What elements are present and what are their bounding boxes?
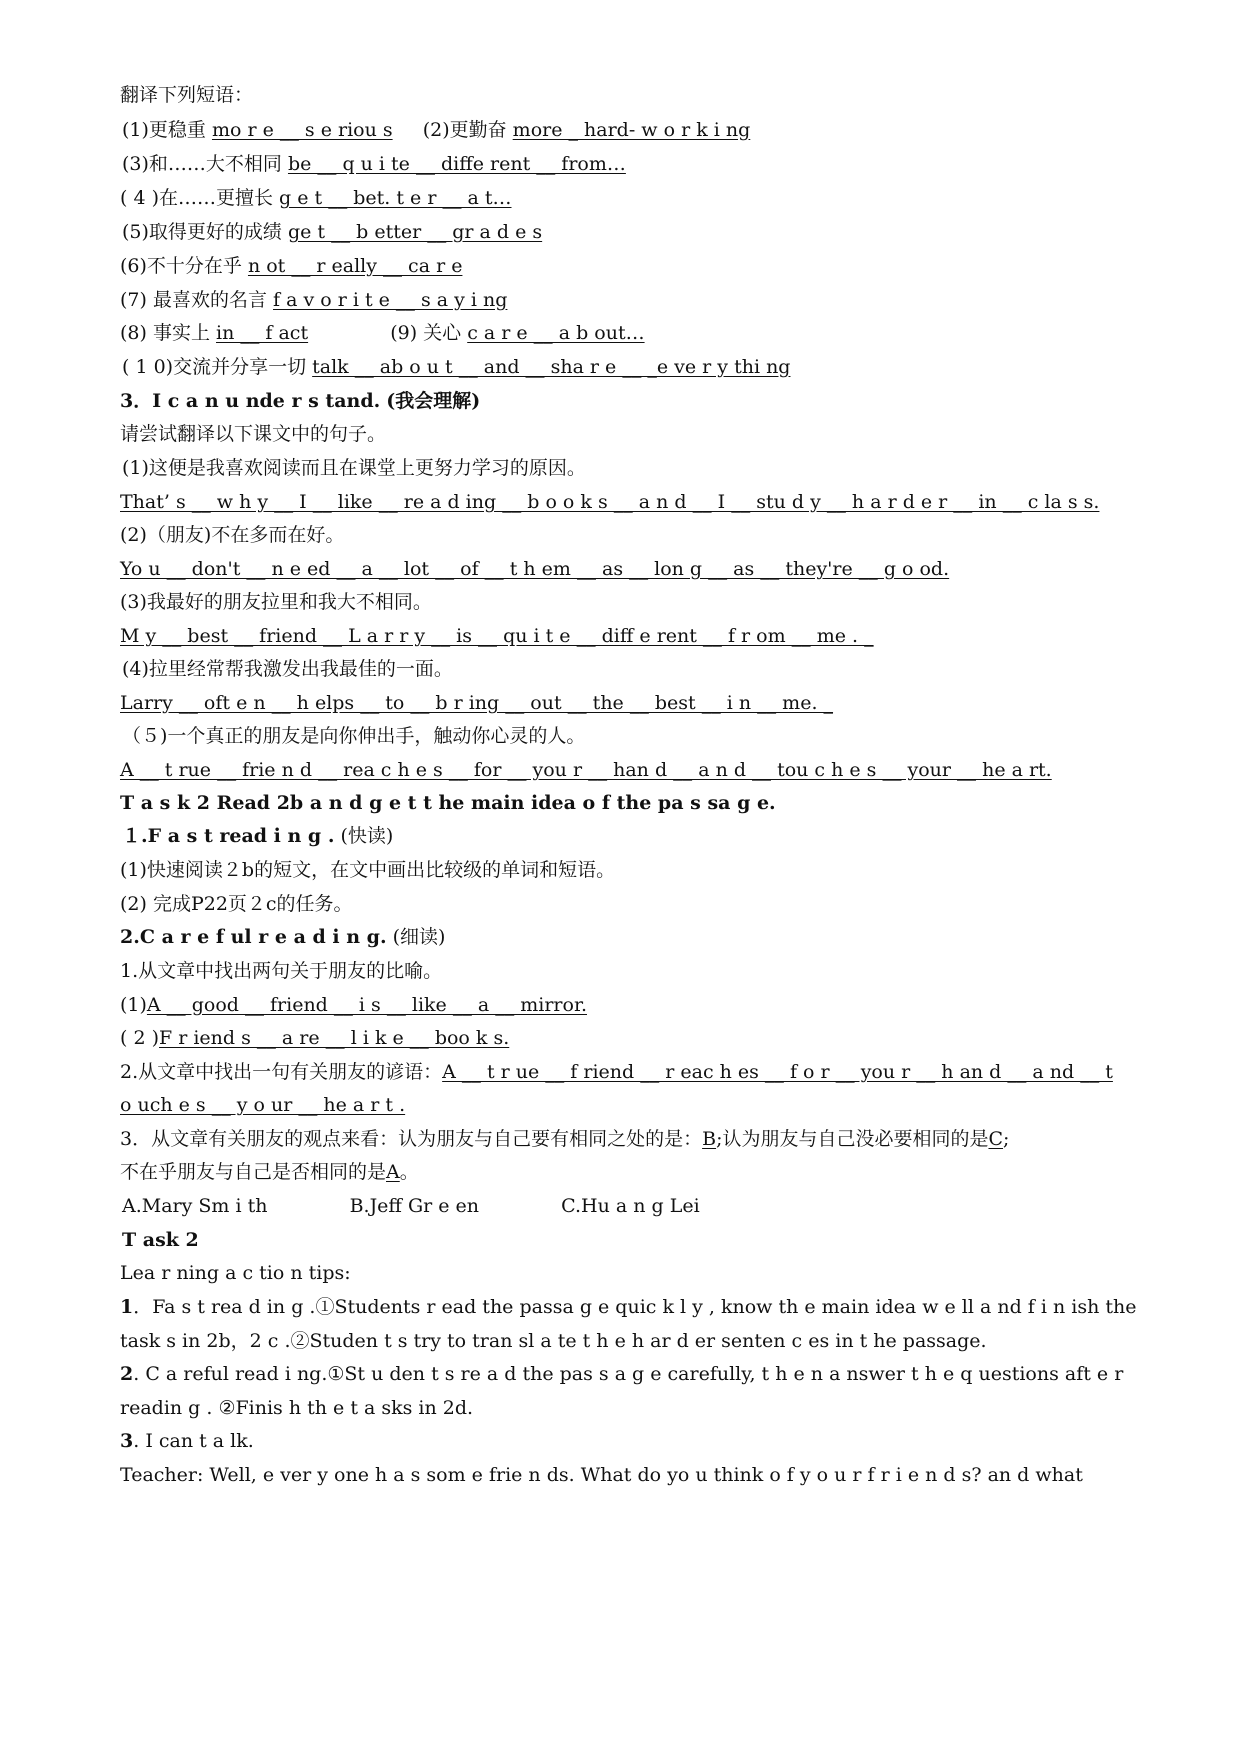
tip2-line1 <box>120 1361 1170 1387</box>
answer-num-1: (1) <box>120 994 147 1016</box>
teacher-line: Teacher: Well, e ver y one h a s som e frie n ds. What do yo u think o f y o u r f r i e n d s? an d what <box>120 1464 1083 1486</box>
tip1-line2: task s in 2b，2 c .②Studen t s try to tran sl a te t h e h ar d er senten c es in t he passage. <box>120 1330 987 1352</box>
sentence-cn-4: (4)拉里经常帮我激发出我最佳的一面。 <box>122 658 453 680</box>
phrase-a-6: n ot __ r eally __ ca r e <box>247 255 463 277</box>
sentence-en-5 <box>120 757 1170 783</box>
sentence-en-1 <box>120 489 1170 515</box>
fast-reading-title-en: １.F a s t read i n g . <box>122 825 335 847</box>
tips-subtitle: Lea r ning a c tio n tips: <box>120 1262 351 1284</box>
option-a: A.Mary Sm i th <box>122 1195 268 1217</box>
sentence-en-3 <box>120 623 1170 649</box>
phrase-line-8 <box>120 320 1170 346</box>
phrase-line-5 <box>122 219 1172 245</box>
careful-q3-part3: ; <box>1003 1128 1010 1150</box>
careful-reading-title-cn: (细读) <box>392 926 446 948</box>
answer-text-2: F r iend s __ a re __ l i k e __ boo k s. <box>159 1027 510 1049</box>
tip1-num: 1 <box>120 1296 134 1318</box>
careful-q1: 1.从文章中找出两句关于朋友的比喻。 <box>120 960 443 982</box>
careful-q3-line2-suffix: 。 <box>399 1161 419 1183</box>
phrase-line-6 <box>120 253 1170 279</box>
careful-q3-ans3: A <box>386 1161 400 1183</box>
fast-reading-title <box>122 823 1172 849</box>
sentence-en-5-text: A __ t rue __ frie n d __ rea c h e s __ for __ you r __ han d __ a n d __ tou c h e s __ your __ he a rt. <box>120 759 1052 781</box>
careful-q3 <box>120 1126 1170 1152</box>
careful-q2-answer-1: A __ t r ue __ f riend __ r eac h es __ f o r __ you r __ h an d __ a nd __ t <box>442 1061 1113 1083</box>
phrase-a-7: f a v o r i t e __ s a y i ng <box>273 289 508 311</box>
phrase-q-6: (6)不十分在乎 <box>120 255 242 277</box>
tip3-text: . I can t a lk. <box>133 1430 254 1452</box>
sentence-cn-5: （５)一个真正的朋友是向你伸出手，触动你心灵的人。 <box>122 725 586 747</box>
tip2-line2: readin g . ②Finis h th e t a sks in 2d. <box>120 1397 474 1419</box>
careful-reading-title-en: 2.C a r e f ul r e a d i n g. <box>120 926 387 948</box>
phrase-a-1: mo r e __ s e riou s <box>211 119 393 141</box>
careful-q2-prefix: 2.从文章中找出一句有关朋友的谚语： <box>120 1061 443 1083</box>
sentence-en-3-text: M y __ best __ friend __ L a r r y __ is __ qu i t e __ diff e rent __ f r om __ me . _ <box>120 625 874 647</box>
careful-reading-title <box>120 924 1170 950</box>
phrase-a-3: be __ q u i te __ diffe rent __ from… <box>287 153 626 175</box>
sentence-en-1-text: That’ s __ w h y __ I __ like __ re a d ing __ b o o k s __ a n d __ I __ stu d y __ h a r d e r __ in __ c la s s. <box>120 491 1100 513</box>
careful-q3-line2-prefix: 不在乎朋友与自己是否相同的是 <box>120 1161 387 1183</box>
tip2-text1: . C a reful read i ng.①St u den t s re a d the pas s a g e carefully, t h e n a nswer t h e q uestions aft e r <box>133 1363 1124 1385</box>
phrase-q-5: (5)取得更好的成绩 <box>122 221 282 243</box>
section3-title <box>120 388 1170 414</box>
answer-num-2: ( 2 ) <box>120 1027 159 1049</box>
phrase-line-1 <box>122 117 1172 143</box>
phrase-q-8: (8) 事实上 <box>120 322 210 344</box>
fast-reading-item-1: (1)快速阅读２b的短文，在文中画出比较级的单词和短语。 <box>120 859 616 881</box>
tip2-num: 2 <box>120 1363 134 1385</box>
phrase-q-4: ( 4 )在……更擅长 <box>120 187 273 209</box>
section3-instruction: 请尝试翻译以下课文中的句子。 <box>120 423 387 445</box>
phrase-line-10 <box>122 354 1172 380</box>
careful-q3-part2: ;认为朋友与自己没必要相同的是 <box>716 1128 989 1150</box>
tips-title: T ask 2 <box>122 1229 199 1251</box>
phrase-a-2: more _ hard- w o r k i ng <box>512 119 751 141</box>
phrase-q-10: ( 1 0)交流并分享一切 <box>122 356 307 378</box>
tip3-num: 3 <box>120 1430 134 1452</box>
careful-q1-answer-1 <box>120 992 1170 1018</box>
sentence-en-2-text: Yo u __ don't __ n e ed __ a __ lot __ of __ t h em __ as __ lon g __ as __ they're __ g o od. <box>120 558 950 580</box>
phrase-q-9: (9) 关心 <box>390 322 462 344</box>
tip1-text1: ．Fa s t rea d in g .①Students r ead the passa g e quic k l y , know th e main idea w e ll a nd f i n ish the <box>133 1296 1137 1318</box>
tip3-line <box>120 1428 1170 1454</box>
phrase-a-9: c a r e __ a b out… <box>467 322 645 344</box>
careful-q3-ans1: B <box>702 1128 717 1150</box>
tip1-line1 <box>120 1294 1170 1320</box>
phrase-a-5: ge t __ b etter __ gr a d e s <box>287 221 543 243</box>
sentence-cn-3: (3)我最好的朋友拉里和我大不相同。 <box>120 591 432 613</box>
phrase-line-4 <box>120 185 1170 211</box>
phrase-q-7: (7) 最喜欢的名言 <box>120 289 267 311</box>
careful-q2-cont <box>120 1092 1170 1118</box>
option-c: C.Hu a n g Lei <box>561 1195 700 1217</box>
phrase-a-8: in __ f act <box>216 322 309 344</box>
task2-heading: T a s k 2 Read 2b a n d g e t t he main idea o f the pa s sa g e. <box>120 792 776 814</box>
phrase-line-3 <box>122 151 1172 177</box>
careful-q2 <box>120 1059 1170 1085</box>
phrase-a-10: talk __ ab o u t __ and __ sha r e __ _e ve r y thi ng <box>312 356 791 378</box>
fast-reading-item-2: (2) 完成P22页２c的任务。 <box>120 893 353 915</box>
option-b: B.Jeff Gr e en <box>349 1195 480 1217</box>
phrase-q-2: (2)更勤奋 <box>422 119 507 141</box>
careful-q3-part1: 3．从文章有关朋友的观点来看：认为朋友与自己要有相同之处的是： <box>120 1128 703 1150</box>
careful-q2-answer-2: o uch e s __ y o ur __ he a r t . <box>120 1094 406 1116</box>
sentence-cn-1: (1)这便是我喜欢阅读而且在课堂上更努力学习的原因。 <box>122 457 586 479</box>
phrase-line-7 <box>120 287 1170 313</box>
phrase-a-4: g e t __ bet. t e r __ a t… <box>279 187 512 209</box>
answer-text-1: A __ good __ friend __ i s __ like __ a __ mirror. <box>146 994 587 1016</box>
careful-q3-ans2: C <box>988 1128 1004 1150</box>
careful-q3-line2 <box>120 1159 1170 1185</box>
options-line <box>122 1193 1172 1219</box>
phrase-heading: 翻译下列短语： <box>120 84 254 106</box>
sentence-en-4-text: Larry __ oft e n __ h elps __ to __ b r ing __ out __ the __ best __ i n __ me. _ <box>120 692 834 714</box>
section3-title-en: 3．I c a n u nde r s tand. <box>120 390 381 412</box>
sentence-cn-2: (2)（朋友)不在多而在好。 <box>120 524 345 546</box>
phrase-q-3: (3)和……大不相同 <box>122 153 282 175</box>
careful-q1-answer-2 <box>120 1025 1170 1051</box>
sentence-en-2 <box>120 556 1170 582</box>
phrase-q-1: (1)更稳重 <box>122 119 206 141</box>
section3-title-cn: (我会理解) <box>386 390 481 412</box>
sentence-en-4 <box>120 690 1170 716</box>
fast-reading-title-cn: (快读) <box>340 825 394 847</box>
